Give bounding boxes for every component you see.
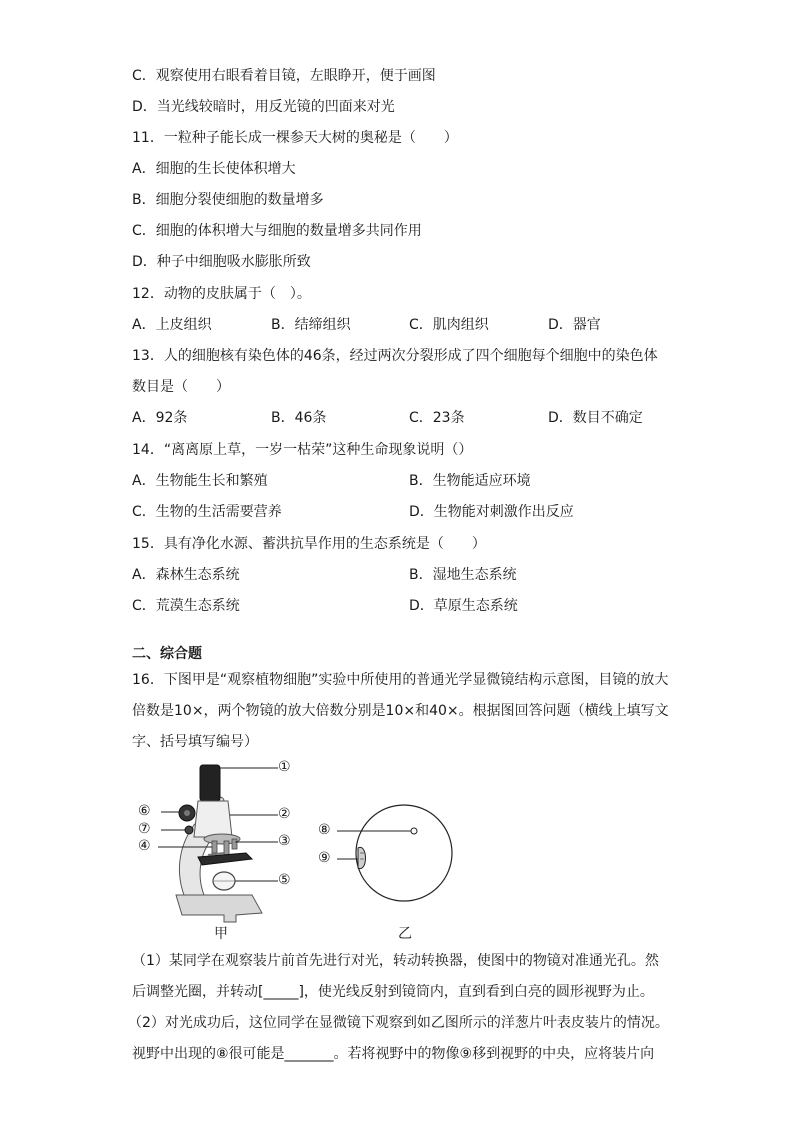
q15-option-d: D．草原生态系统 (409, 598, 518, 614)
q16-stem-line2: 倍数是10×，两个物镜的放大倍数分别是10×和40×。根据图回答问题（横线上填写文 (132, 703, 669, 719)
q10-option-d: D．当光线较暗时，用反光镜的凹面来对光 (132, 99, 395, 115)
q16-stem-line1: 16．下图甲是“观察植物细胞”实验中所使用的普通光学显微镜结构示意图，目镜的放大 (132, 672, 669, 688)
q13-option-a: A．92条 (132, 410, 188, 426)
q13-stem-line2: 数目是（ ） (132, 379, 230, 395)
q14-option-d: D．生物能对刺激作出反应 (409, 504, 574, 520)
q16-stem-line3: 字、括号填写编号） (132, 734, 258, 750)
q13-stem-line1: 13．人的细胞核有染色体的46条，经过两次分裂形成了四个细胞每个细胞中的染色体 (132, 348, 658, 364)
label-8: ⑧ (318, 822, 331, 838)
q11-option-a: A．细胞的生长使体积增大 (132, 161, 296, 177)
label-4: ④ (138, 838, 151, 854)
q11-option-b: B．细胞分裂使细胞的数量增多 (132, 192, 324, 208)
field-of-view (337, 805, 452, 901)
q11-option-c: C．细胞的体积增大与细胞的数量增多共同作用 (132, 223, 422, 239)
q15-option-c: C．荒漠生态系统 (132, 598, 240, 614)
q13-option-b: B．46条 (271, 410, 327, 426)
q12-option-c: C．肌肉组织 (409, 317, 489, 333)
label-3: ③ (278, 833, 291, 849)
q16-part2-line1: （2）对光成功后，这位同学在显微镜下观察到如乙图所示的洋葱片叶表皮装片的情况。 (128, 1015, 669, 1031)
microscope-illustration (176, 765, 262, 922)
q15-option-b: B．湿地生态系统 (409, 567, 517, 583)
section-heading: 二、综合题 (132, 646, 202, 662)
microscope-diagram (132, 755, 472, 945)
q16-figure (132, 755, 472, 945)
caption-jia: 甲 (214, 926, 228, 942)
q12-option-d: D．器官 (548, 317, 601, 333)
q12-option-a: A．上皮组织 (132, 317, 212, 333)
q12-stem: 12．动物的皮肤属于（ ）。 (132, 286, 311, 302)
label-9: ⑨ (318, 850, 331, 866)
q16-part2-line2: 视野中出现的⑧很可能是_______。若将视野中的物像⑨移到视野的中央，应将装片向 (132, 1046, 655, 1062)
q13-option-d: D．数目不确定 (548, 410, 643, 426)
q16-part1-line2: 后调整光圈，并转动[_____]，使光线反射到镜筒内，直到看到白亮的圆形视野为止。 (132, 984, 654, 1000)
q11-option-d: D．种子中细胞吸水膨胀所致 (132, 254, 311, 270)
q10-option-c: C．观察使用右眼看着目镜，左眼睁开，便于画图 (132, 68, 436, 84)
q15-stem: 15．具有净化水源、蓄洪抗旱作用的生态系统是（ ） (132, 536, 486, 552)
q12-option-b: B．结缔组织 (271, 317, 351, 333)
q14-option-b: B．生物能适应环境 (409, 473, 531, 489)
caption-yi: 乙 (398, 926, 412, 942)
q14-option-c: C．生物的生活需要营养 (132, 504, 282, 520)
q14-option-a: A．生物能生长和繁殖 (132, 473, 268, 489)
label-7: ⑦ (138, 821, 151, 837)
q14-stem: 14．“离离原上草，一岁一枯荣”这种生命现象说明（） (132, 442, 473, 458)
label-6: ⑥ (138, 803, 151, 819)
q11-stem: 11．一粒种子能长成一棵参天大树的奥秘是（ ） (132, 130, 458, 146)
label-5: ⑤ (278, 872, 291, 888)
q16-part1-line1: （1）某同学在观察装片前首先进行对光，转动转换器，使图中的物镜对准通光孔。然 (132, 953, 659, 969)
q13-option-c: C．23条 (409, 410, 465, 426)
label-1: ① (278, 759, 291, 775)
label-2: ② (278, 806, 291, 822)
q15-option-a: A．森林生态系统 (132, 567, 240, 583)
